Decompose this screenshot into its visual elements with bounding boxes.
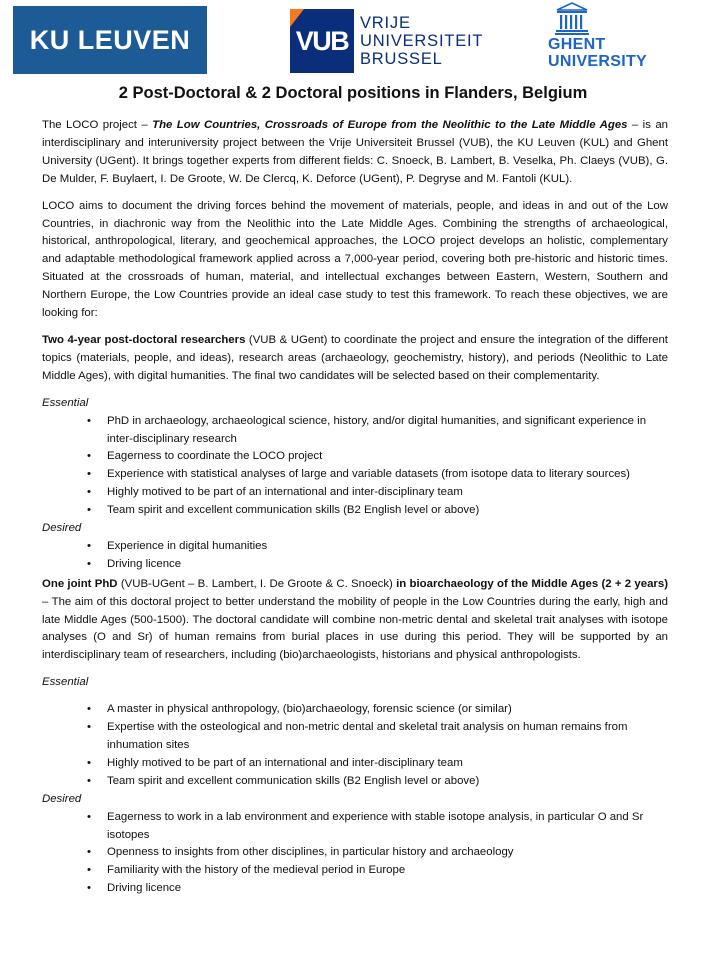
vub-logo-mark-text: VUB <box>295 25 349 56</box>
ku-leuven-logo <box>13 6 207 74</box>
phd-paragraph <box>42 576 668 666</box>
list-item: • Team spirit and excellent communication skills (B2 English level or above) <box>107 773 668 791</box>
list-item: • Expertise with the osteological and non-metric dental and skeletal trait analysis on human remains from inhumation sites <box>107 719 668 755</box>
intro-rest: – is an interdisciplinary and interuniversity project between the Vrije Universiteit Brussel (VUB), the KU Leuven (KUL) and Ghent University (UGent). It brings together experts from different fields: C. Snoeck, B. Lambert, B. Veselka, Ph. Claeys (VUB), G. De Mulder, F. Buylaert, I. De Groote, W. De Clercq, K. Deforce (UGent), P. Degryse and M. Fantoli (KUL). <box>42 119 668 185</box>
page-title: 2 Post-Doctoral & 2 Doctoral positions in Flanders, Belgium <box>118 84 588 102</box>
vub-logo-text <box>360 14 483 68</box>
list-item: • Highly motived to be part of an international and inter-disciplinary team <box>107 755 668 773</box>
postdoc-desired-list <box>42 538 668 574</box>
list-item: • Driving licence <box>107 556 668 574</box>
phd-desired-list <box>42 809 668 899</box>
document-body <box>42 117 668 898</box>
ghent-university-logo <box>548 2 648 76</box>
phd-text: – The aim of this doctoral project to better understand the mobility of people in the Low Countries during the early, high and late Middle Ages (500-1500). The doctoral candidate will combine non-metric dental and skeletal trait analyses with isotope analyses (O and Sr) of human remains from burial places in use during this period. They will be supported by an interdisciplinary team of researchers, including (bio)archaeologists, historians and physical anthropologists. <box>42 595 668 662</box>
phd-essential-list <box>42 701 668 791</box>
postdoc-text: (VUB & UGent) to coordinate the project and ensure the integration of the different topics (materials, people, and ideas), research areas (archaeology, geochemistry, history), and periods (Neolithic to Late Middle Ages), with digital humanities. The final two candidates will be selected based on their complementarity. <box>42 333 668 382</box>
vub-orange-triangle-icon <box>290 9 304 27</box>
project-name: The Low Countries, Crossroads of Europe from the Neolithic to the Late Middle Ages <box>152 119 628 131</box>
logo-bar <box>0 0 706 80</box>
ghent-logo-line: UNIVERSITY <box>548 53 648 70</box>
list-item: • Experience in digital humanities <box>107 538 668 556</box>
phd-heading: One joint PhD <box>42 577 118 590</box>
list-item: • Team spirit and excellent communication skills (B2 English level or above) <box>107 502 668 520</box>
postdoc-essential-list <box>42 413 668 520</box>
intro-paragraph <box>42 117 668 189</box>
vub-logo-line: BRUSSEL <box>360 50 443 68</box>
list-item: • Familiarity with the history of the medieval period in Europe <box>107 862 668 880</box>
list-item: • Openness to insights from other disciplines, in particular history and archaeology <box>107 844 668 862</box>
list-item: • Eagerness to work in a lab environment and experience with stable isotope analysis, in particular O and Sr isotopes <box>107 809 668 845</box>
postdoc-desired-label: Desired <box>42 522 82 535</box>
vub-logo-line: UNIVERSITEIT <box>360 32 484 50</box>
vub-logo <box>290 8 483 74</box>
postdoc-paragraph <box>42 332 668 386</box>
postdoc-essential-label: Essential <box>42 396 89 409</box>
ghent-logo-line: GHENT <box>548 36 606 53</box>
list-item: • Driving licence <box>107 880 668 898</box>
phd-essential-label: Essential <box>42 676 89 689</box>
list-item: • PhD in archaeology, archaeological science, history, and/or digital humanities, and significant experience in inter-disciplinary research <box>107 413 668 449</box>
phd-desired-label: Desired <box>42 792 82 805</box>
vub-logo-mark <box>290 9 354 73</box>
ghent-university-building-icon <box>554 2 590 36</box>
list-item: • Eagerness to coordinate the LOCO project <box>107 448 668 466</box>
list-item: • Experience with statistical analyses of large and variable datasets (from isotope data to literary sources) <box>107 466 668 484</box>
ku-leuven-logo-text: KU LEUVEN <box>29 24 191 55</box>
phd-supervisors: (VUB-UGent – B. Lambert, I. De Groote & C. Snoeck) <box>117 577 397 590</box>
phd-topic: in bioarchaeology of the Middle Ages (2 + 2 years) <box>396 577 668 590</box>
intro-lead: The LOCO project – <box>42 119 153 131</box>
list-item: • Highly motived to be part of an international and inter-disciplinary team <box>107 484 668 502</box>
postdoc-heading: Two 4-year post-doctoral researchers <box>42 333 246 346</box>
aims-paragraph: LOCO aims to document the driving forces behind the movement of materials, people, and ideas in and out of the Low Countries, in diachronic way from the Neolithic into the Late Middle Ages. Combining the strengths of archaeological, historical, anthropological, literary, and geochemical approaches, the LOCO project develops an holistic, complementary and adaptable methodological framework applied across a 7,000-year period, covering both pre-historic and historic times. Situated at the crossroads of human, material, and intellectual exchanges between Eastern, Western, Southern and Northern Europe, the Low Countries provide an ideal case study to test this framework. To reach these objectives, we are looking for: <box>42 199 668 320</box>
list-item: • A master in physical anthropology, (bio)archaeology, forensic science (or similar) <box>107 701 668 719</box>
vub-logo-line: VRIJE <box>360 14 411 32</box>
